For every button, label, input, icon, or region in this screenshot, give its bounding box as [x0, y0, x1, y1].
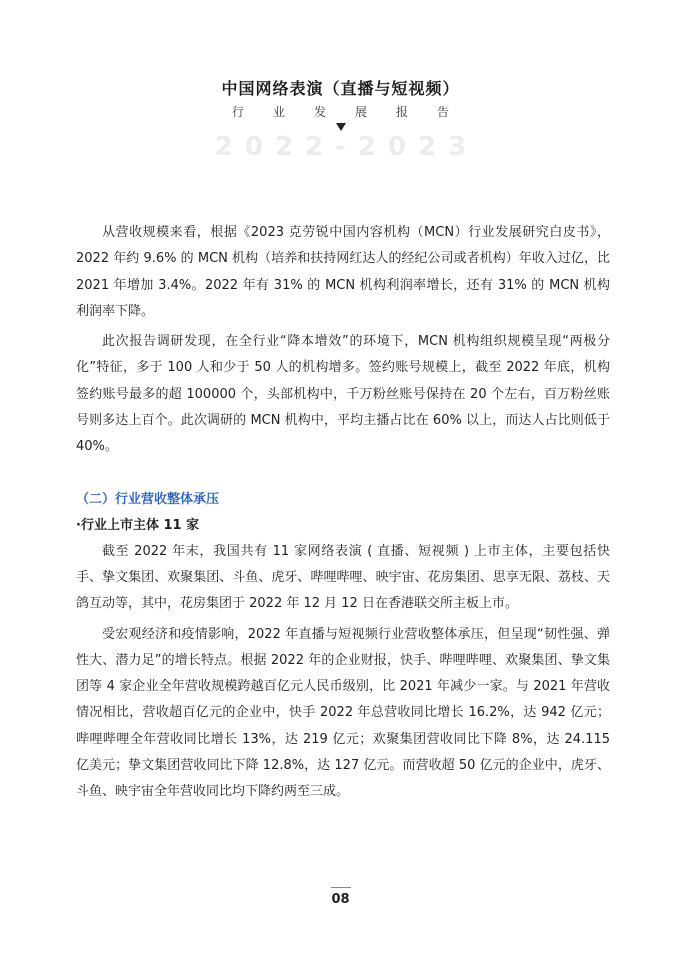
- paragraph: 受宏观经济和疫情影响，2022 年直播与短视频行业营收整体承压，但呈现“韧性强、弹性大、潜力足”的增长特点。根据 2022 年的企业财报，快手、哔哩哔哩、欢聚集团、挚文集团等 4 家企业全年营收规模跨越百亿元人民币级别，比 2021 年减少一家。与 2021 年营收情况相比，营收超百亿元的企业中，快手 2022 年总营收同比增长 16.2%，达 942 亿元；哔哩哔哩全年营收同比增长 13%，达 219 亿元；欢聚集团营收同比下降 8%，达 24.115 亿美元；挚文集团营收同比下降 12.8%，达 127 亿元。而营收超 50 亿元的企业中，虎牙、斗鱼、映宇宙全年营收同比均下降约两至三成。: [76, 626, 610, 800]
- footer-divider: [331, 887, 351, 888]
- paragraph: 此次报告调研发现，在全行业“降本增效”的环境下，MCN 机构组织规模呈现“两极分化”特征，多于 100 人和少于 50 人的机构增多。签约账号规模上，截至 2022 年底，机构签约账号最多的超 100000 个，头部机构中，千万粉丝账号保持在 20 个左右，百万粉丝账号则多达上百个。此次调研的 MCN 机构中，平均主播占比在 60% 以上，而达人占比则低于 40%。: [76, 334, 610, 455]
- triangle-down-icon: [336, 123, 346, 131]
- paragraph: 从营收规模来看，根据《2023 克劳锐中国内容机构（MCN）行业发展研究白皮书》，2022 年约 9.6% 的 MCN 机构（培养和扶持网红达人的经纪公司或者机构）年收入过亿，比 2021 年增加 3.4%。2022 年有 31% 的 MCN 机构利润率增长，还有 31% 的 MCN 机构利润率下降。: [76, 225, 610, 319]
- report-years: 2022-2023: [214, 132, 479, 162]
- section-heading: （二）行业营收整体承压: [76, 491, 220, 507]
- paragraph: 截至 2022 年末，我国共有 11 家网络表演 ( 直播、短视频 ) 上市主体，主要包括快手、挚文集团、欢聚集团、斗鱼、虎牙、哔哩哔哩、映宇宙、花房集团、思享无限、荔枝、天鸽互动等，其中，花房集团于 2022 年 12 月 12 日在香港联交所主板上市。: [76, 543, 610, 612]
- report-subtitle: 行业发展报告: [231, 105, 478, 119]
- report-header: [0, 76, 681, 162]
- page-footer: [0, 887, 681, 907]
- sub-heading: ·行业上市主体 11 家: [76, 517, 200, 533]
- main-content: [76, 220, 610, 810]
- page-number: 08: [331, 892, 350, 907]
- report-title: 中国网络表演（直播与短视频）: [221, 79, 460, 98]
